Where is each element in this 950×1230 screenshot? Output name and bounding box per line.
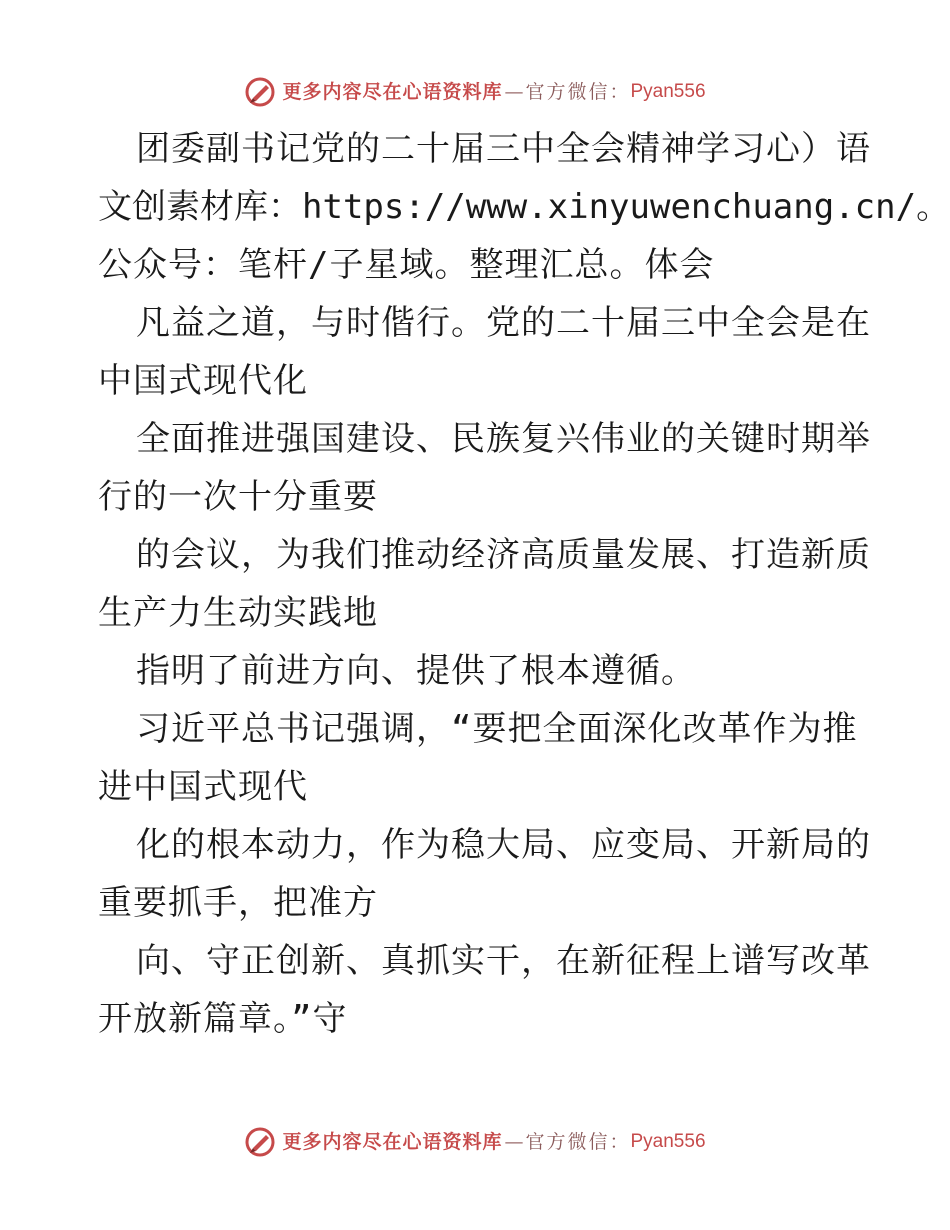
- text-line: 生产力生动实践地: [98, 593, 378, 633]
- text-line: 凡益之道，与时偕行。党的二十届三中全会是在: [136, 303, 871, 343]
- text-line: 的会议，为我们推动经济高质量发展、打造新质: [136, 535, 871, 575]
- text-line: 重要抓手，把准方: [98, 883, 378, 923]
- text-line: 文创素材库：https://www.xinyuwenchuang.cn/。: [98, 187, 950, 227]
- header-watermark: [0, 76, 950, 108]
- watermark-dash: —: [504, 1131, 524, 1153]
- text-line: 中国式现代化: [98, 361, 308, 401]
- text-line: 开放新篇章。”守: [98, 999, 348, 1039]
- watermark-text: 更多内容尽在心语资料库: [282, 1131, 503, 1153]
- library-logo-icon: [244, 76, 276, 108]
- text-line: 进中国式现代: [98, 767, 308, 807]
- watermark-dash: —: [504, 81, 524, 103]
- text-line: 行的一次十分重要: [98, 477, 378, 517]
- watermark-wechat-id: Pyan556: [630, 81, 706, 102]
- watermark-official-label: 官方微信：: [525, 1131, 631, 1153]
- watermark-official-label: 官方微信：: [525, 81, 631, 103]
- text-line: 向、守正创新、真抓实干，在新征程上谱写改革: [136, 941, 871, 981]
- text-line: 团委副书记党的二十届三中全会精神学习心）语: [136, 129, 871, 169]
- text-line: 习近平总书记强调，“要把全面深化改革作为推: [136, 709, 858, 749]
- text-line: 化的根本动力，作为稳大局、应变局、开新局的: [136, 825, 871, 865]
- watermark-text: 更多内容尽在心语资料库: [282, 81, 503, 103]
- watermark-wechat-id: Pyan556: [630, 1131, 706, 1152]
- library-logo-icon: [244, 1126, 276, 1158]
- text-line: 全面推进强国建设、民族复兴伟业的关键时期举: [136, 419, 871, 459]
- text-line: 公众号：笔杆/子星域。整理汇总。体会: [98, 245, 715, 285]
- document-body: [98, 120, 950, 1048]
- text-line: 指明了前进方向、提供了根本遵循。: [136, 651, 696, 691]
- footer-watermark: [0, 1126, 950, 1158]
